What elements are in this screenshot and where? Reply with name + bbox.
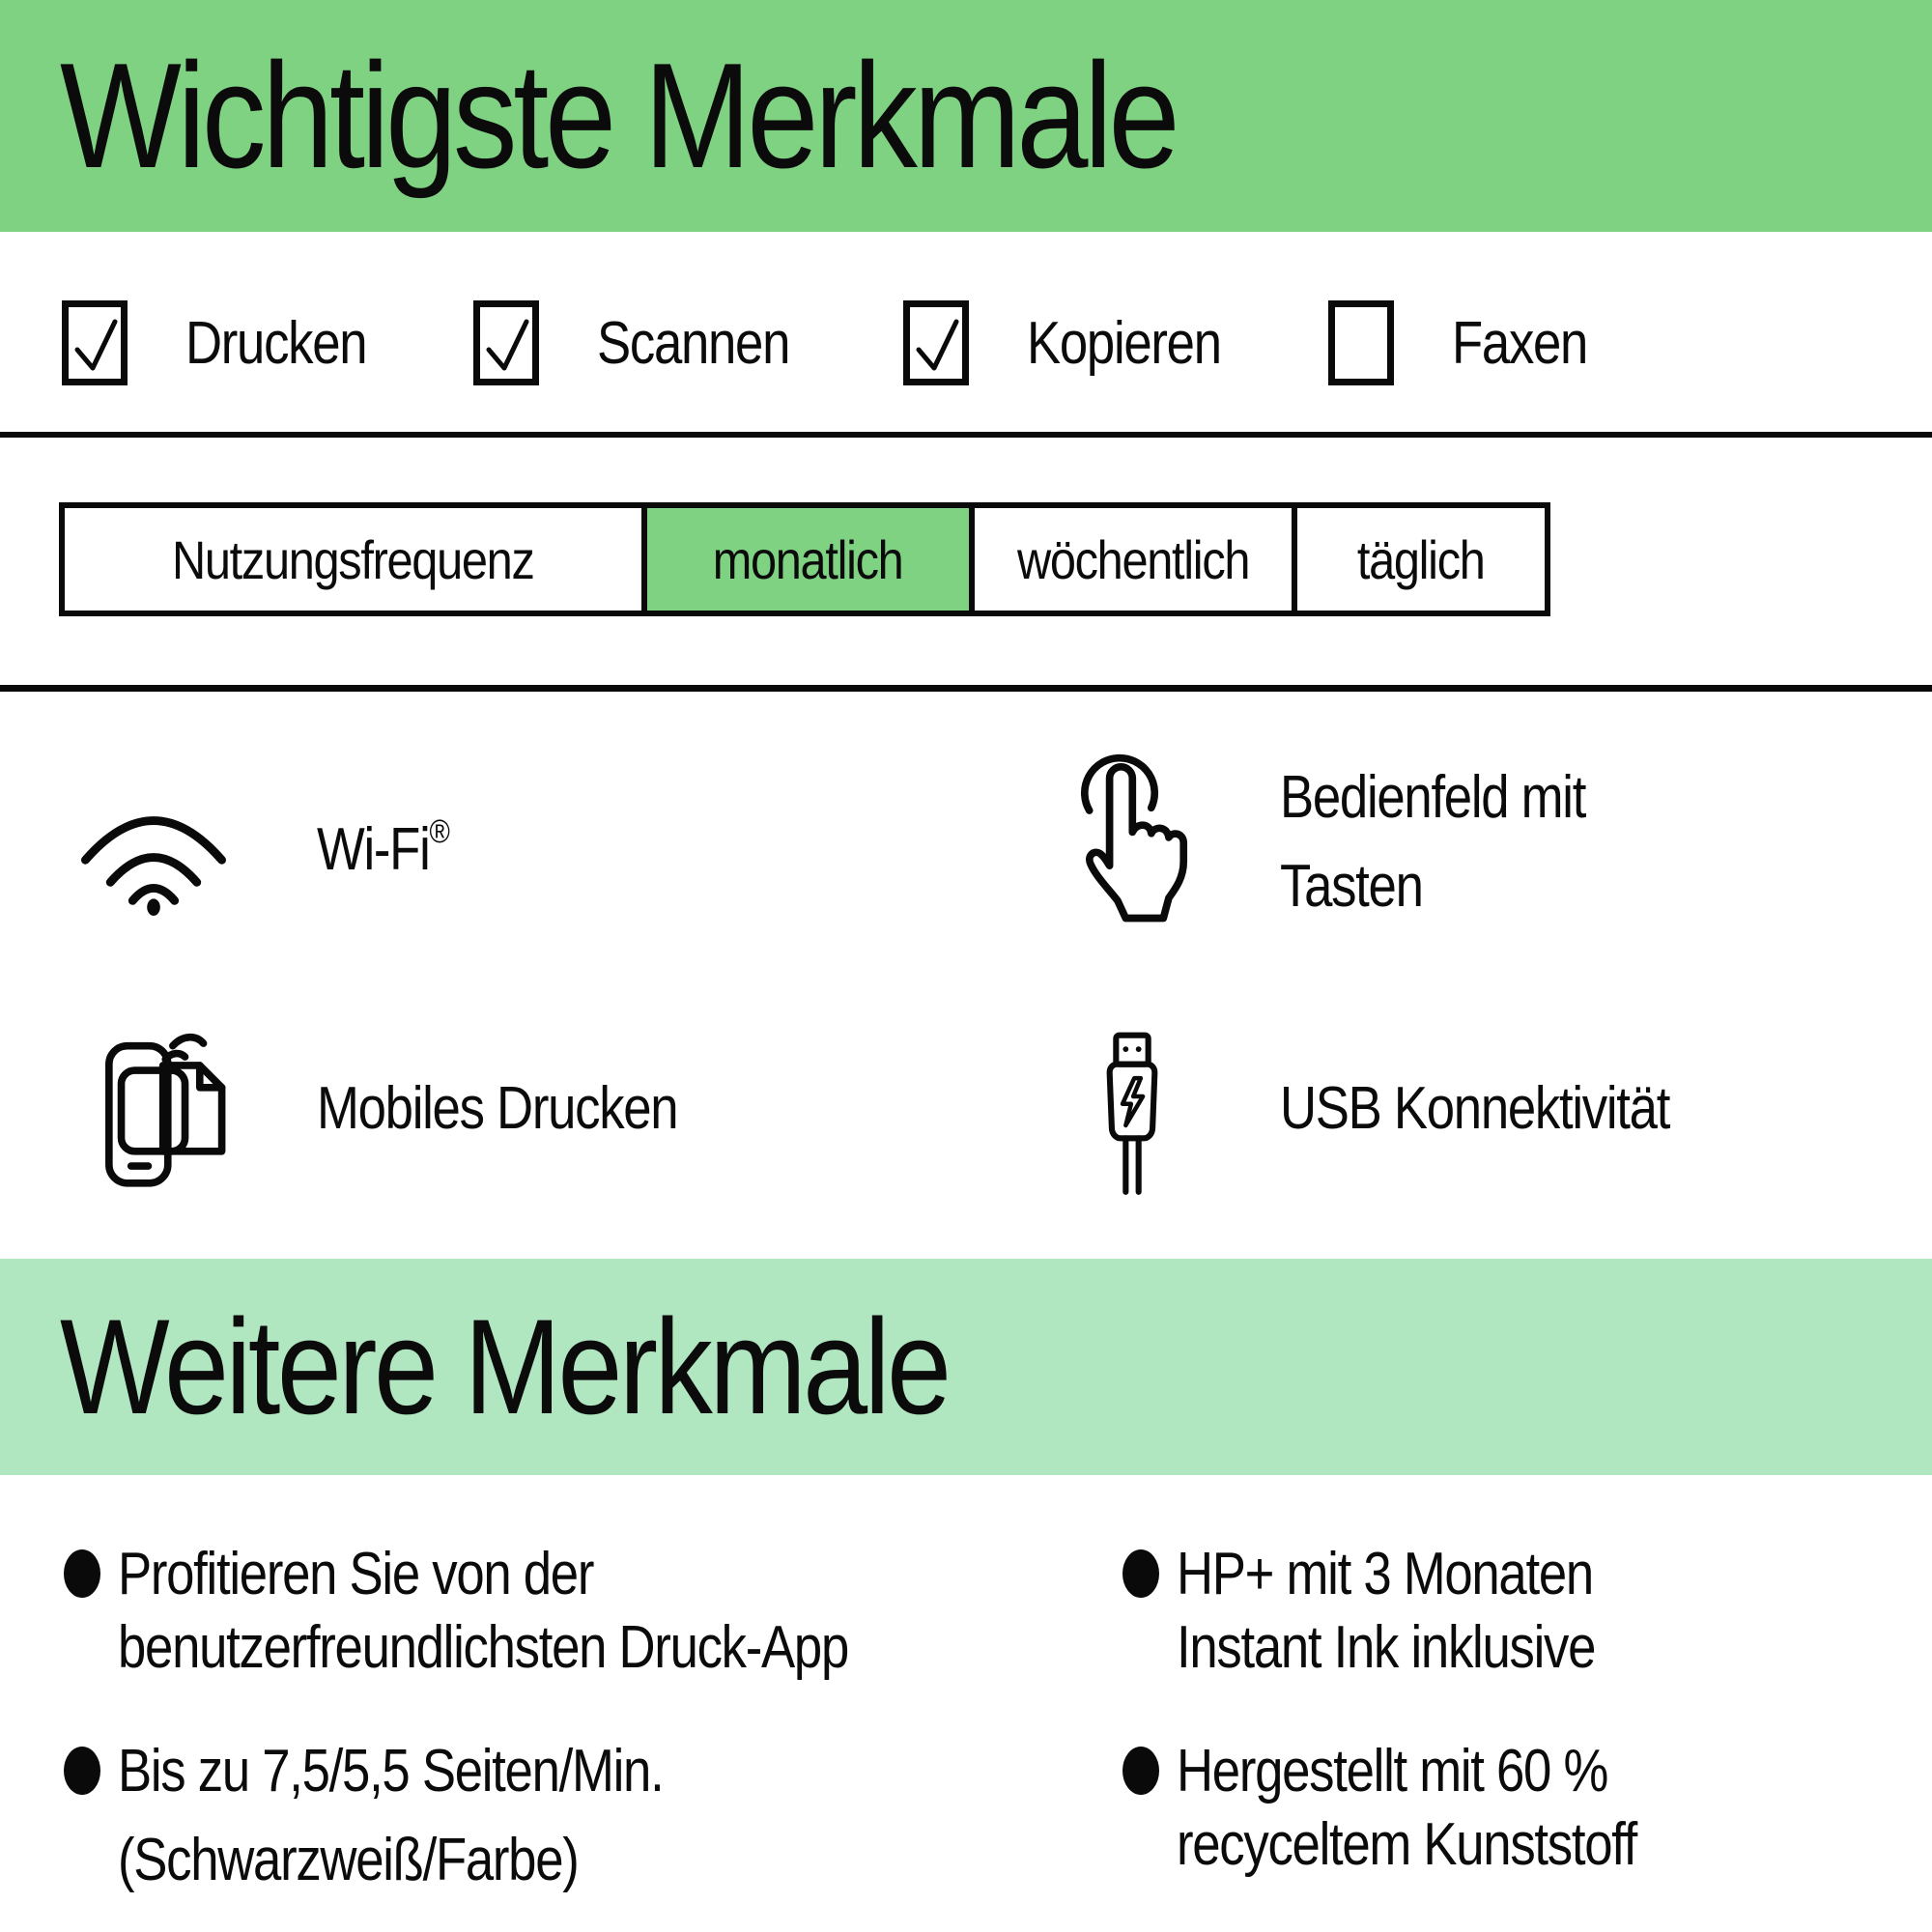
checkmark-icon [482,313,532,377]
bullet-seiten-pro-minute: Bis zu 7,5/5,5 Seiten/Min. (Schwarzweiß/Farbe) [118,1735,759,1897]
capability-kopieren [903,298,1255,388]
section-title: Weitere Merkmale [60,1291,949,1442]
capability-faxen [1328,298,1611,388]
capability-drucken [62,298,398,388]
divider [0,685,1932,692]
checkmark-icon [912,313,962,377]
capability-label: Drucken [185,309,367,377]
mobile-printing-label: Mobiles Drucken [317,1075,678,1142]
registered-mark: ® [429,813,450,850]
wifi-icon [62,771,245,918]
usage-frequency-selector [59,502,1550,616]
usage-frequency-label: Nutzungsfrequenz [172,528,534,590]
capability-label: Kopieren [1027,309,1221,377]
checkbox-faxen[interactable] [1328,300,1394,385]
checkbox-scannen[interactable] [473,300,539,385]
bullet-druck-app: Profitieren Sie von der benutzerfreundlichsten Druck-App [118,1538,977,1685]
usb-icon [1084,1009,1180,1222]
checkbox-kopieren[interactable] [903,300,969,385]
bullet-recycelter-kunststoff: Hergestellt mit 60 % recyceltem Kunststoff [1177,1735,1718,1882]
wifi-label: Wi-Fi® [317,813,450,883]
button-press-icon [1055,749,1205,937]
frequency-option-monatlich[interactable]: monatlich [641,508,969,611]
capability-label: Faxen [1452,309,1588,377]
capability-label: Scannen [597,309,790,377]
divider [0,432,1932,438]
bullet-instant-ink: HP+ mit 3 Monaten Instant Ink inklusive [1177,1538,1669,1685]
button-panel-label: Bedienfeld mit Tasten [1280,764,1586,920]
page-title: Wichtigste Merkmale [60,32,1177,199]
checkbox-drucken[interactable] [62,300,128,385]
more-features-banner [0,1259,1932,1475]
frequency-option-woechentlich[interactable]: wöchentlich [969,508,1292,611]
checkmark-icon [71,313,121,377]
frequency-option-taeglich[interactable]: täglich [1292,508,1545,611]
usb-connectivity-label: USB Konnektivität [1280,1075,1670,1142]
capability-scannen [473,298,823,388]
key-features-banner [0,0,1932,232]
mobile-printing-icon [87,1014,246,1217]
